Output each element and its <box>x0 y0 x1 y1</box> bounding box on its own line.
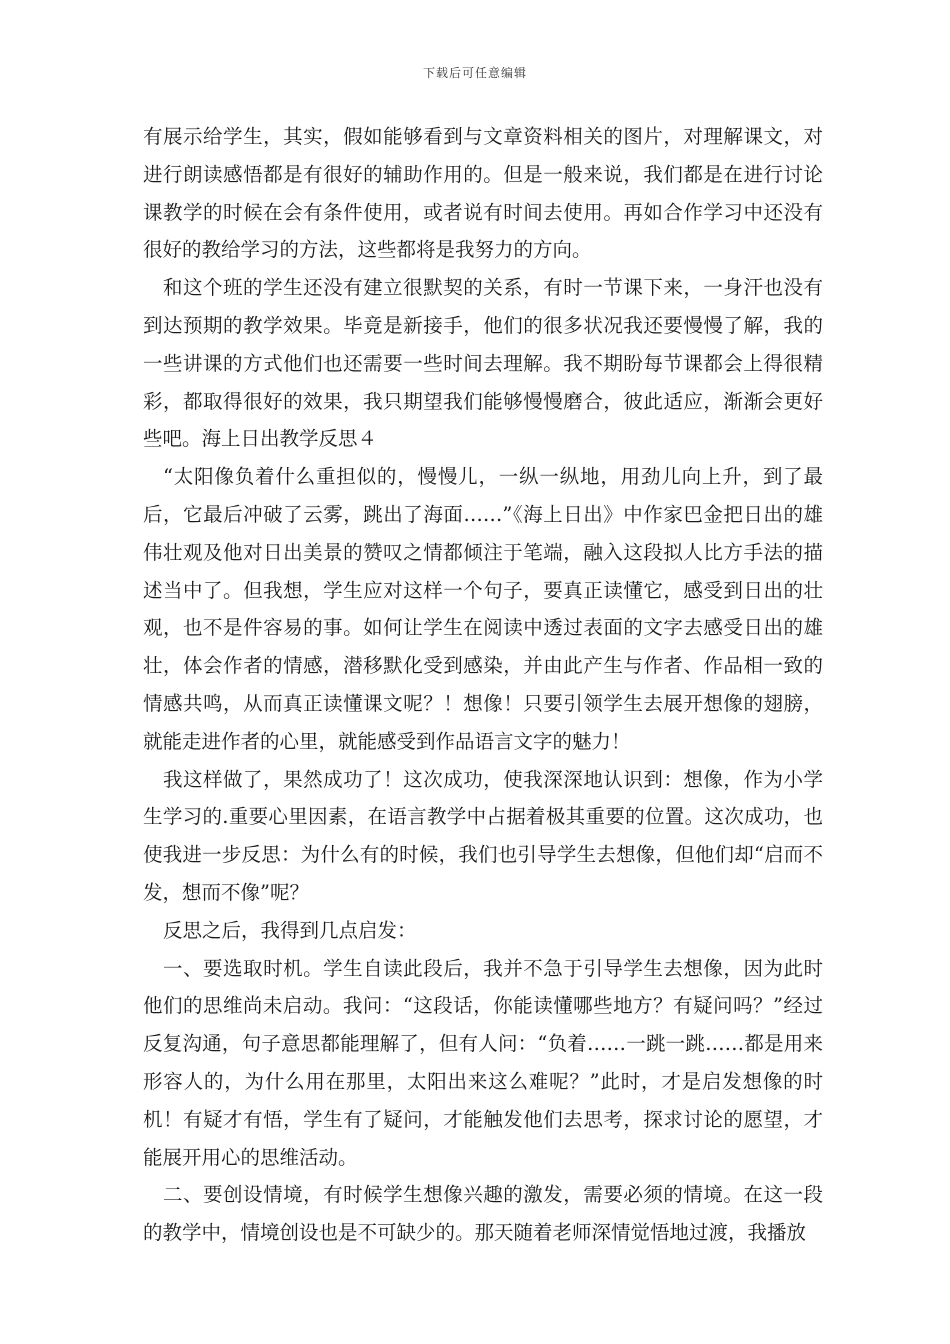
paragraph-1: 有展示给学生，其实，假如能够看到与文章资料相关的图片，对理解课文，对进行朗读感悟都是有很好的辅助作用的。但是一般来说，我们都是在进行讨论课教学的时候在会有条件使用，或者说有时间去使用。再如合作学习中还没有很好的教给学习的方法，这些都将是我努力的方向。 <box>143 125 823 262</box>
paragraph-5: 反思之后，我得到几点启发： <box>163 918 417 942</box>
paragraph-7: 二、要创设情境，有时候学生想像兴趣的激发，需要必须的情境。在这一段的教学中，情境创设也是不可缺少的。那天随着老师深情觉悟地过渡，我播放 <box>143 1183 823 1245</box>
document-body <box>143 118 823 1252</box>
paragraph-2: 和这个班的学生还没有建立很默契的关系，有时一节课下来，一身汗也没有到达预期的教学效果。毕竟是新接手，他们的很多状况我还要慢慢了解，我的一些讲课的方式他们也还需要一些时间去理解。我不期盼每节课都会上得很精彩，都取得很好的效果，我只期望我们能够慢慢磨合，彼此适应，渐渐会更好些吧。海上日出教学反思４ <box>143 276 823 451</box>
paragraph-4: 我这样做了，果然成功了！这次成功，使我深深地认识到：想像，作为小学生学习的.重要心里因素，在语言教学中占据着极其重要的位置。这次成功，也使我进一步反思：为什么有的时候，我们也引导学生去想像，但他们却“启而不发，想而不像”呢？ <box>143 767 823 904</box>
page-header: 下载后可任意编辑 <box>422 66 527 80</box>
paragraph-6: 一、要选取时机。学生自读此段后，我并不急于引导学生去想像，因为此时他们的思维尚未启动。我问：“这段话，你能读懂哪些地方？有疑问吗？”经过反复沟通，句子意思都能理解了，但有人问：“负着……一跳一跳……都是用来形容人的，为什么用在那里，太阳出来这么难呢？”此时，才是启发想像的时机！有疑才有悟，学生有了疑问，才能触发他们去思考，探求讨论的愿望，才能展开用心的思维活动。 <box>143 956 823 1169</box>
paragraph-3: “太阳像负着什么重担似的，慢慢儿，一纵一纵地，用劲儿向上升，到了最后，它最后冲破了云雾，跳出了海面……”《海上日出》中作家巴金把日出的雄伟壮观及他对日出美景的赞叹之情都倾注于笔端，融入这段拟人比方手法的描述当中了。但我想，学生应对这样一个句子，要真正读懂它，感受到日出的壮观，也不是件容易的事。如何让学生在阅读中透过表面的文字去感受日出的雄壮，体会作者的情感，潜移默化受到感染，并由此产生与作者、作品相一致的情感共鸣，从而真正读懂课文呢？！想像！只要引领学生去展开想像的翅膀，就能走进作者的心里，就能感受到作品语言文字的魅力！ <box>143 465 823 753</box>
